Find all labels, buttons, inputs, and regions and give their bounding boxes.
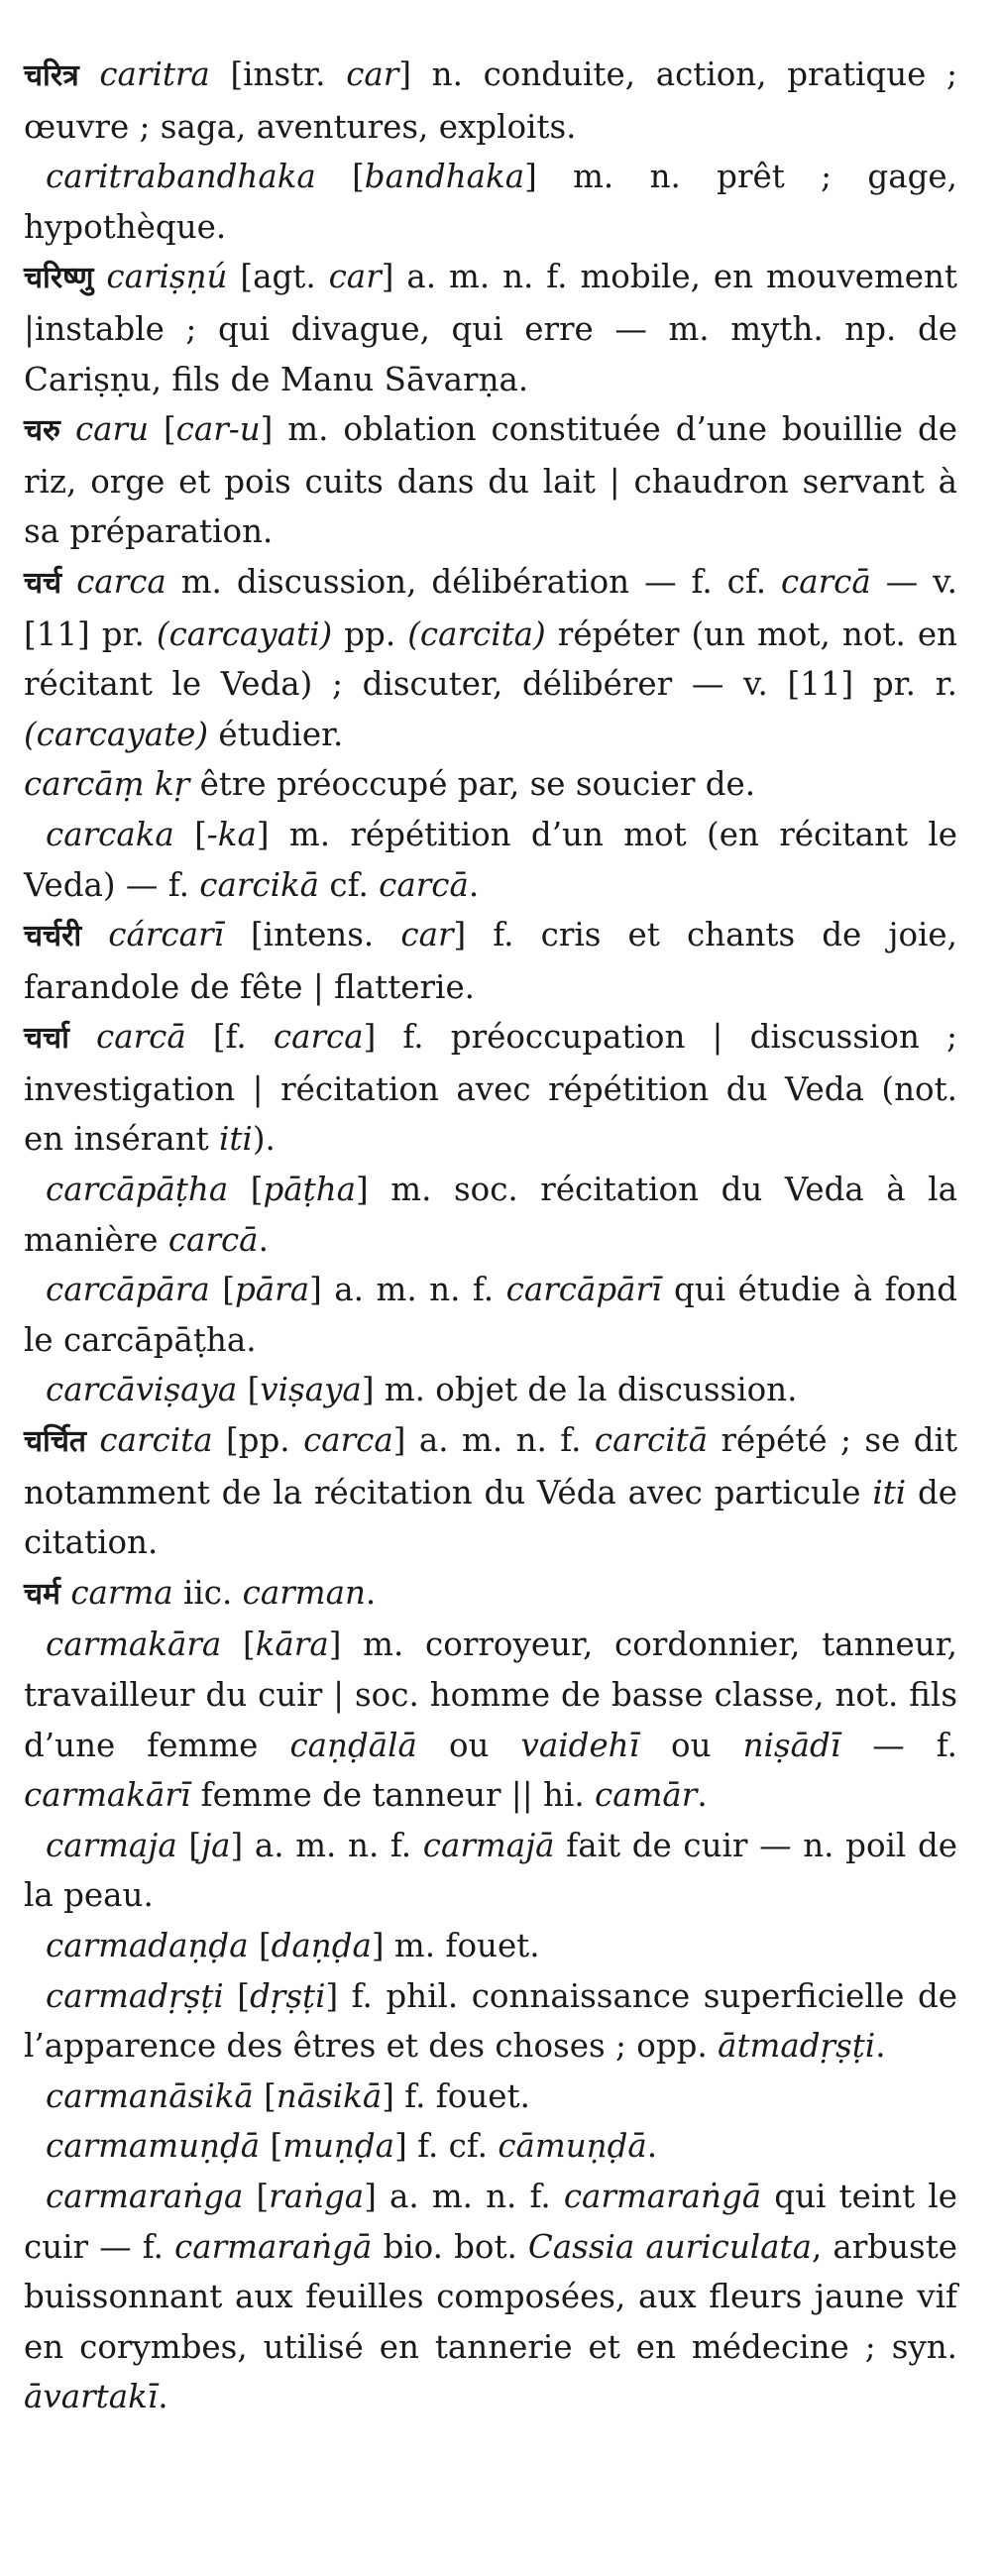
italic-term: carcāpāra	[46, 1271, 210, 1309]
entry-text: répéter (un mot, not. en récitant le Veda) ; discuter, délibérer — v. [11] pr. r.	[24, 615, 957, 704]
italic-term: caritra	[99, 56, 210, 93]
italic-term: dṛṣṭi	[249, 1976, 326, 2015]
sub-entry	[24, 759, 957, 810]
entry-text	[61, 563, 76, 601]
italic-term: car	[400, 916, 454, 954]
entry-text: .	[158, 2378, 168, 2416]
devanagari-headword: चरित्र	[24, 58, 79, 93]
entry-text: qui étudie à fond le carcāpāṭha.	[24, 1271, 958, 1359]
italic-term: carcā	[96, 1018, 186, 1057]
sub-entry	[24, 152, 957, 252]
headword-entry	[24, 1012, 957, 1165]
entry-text: ou	[416, 1726, 521, 1764]
entry-text: ] f. préoccupation | discussion ; investigation | récitation avec répétition du Veda (not. en insérant	[24, 1018, 957, 1159]
entry-text: de citation.	[24, 1473, 958, 1562]
entry-text	[79, 56, 100, 93]
entry-text: ] a. m. n. f.	[309, 1271, 506, 1309]
italic-term: carca	[76, 562, 166, 601]
entry-text	[81, 916, 108, 953]
italic-term: carcaka	[46, 815, 174, 853]
italic-term: carcāpārī	[505, 1271, 662, 1309]
italic-term: carmajā	[422, 1826, 555, 1864]
entry-text	[86, 1421, 99, 1459]
entry-text: .	[365, 1573, 377, 1612]
devanagari-headword: चर्च	[24, 565, 62, 601]
italic-term: carmadṛṣṭi	[46, 1976, 224, 2015]
entry-text: .	[646, 2127, 658, 2166]
italic-term: camār	[595, 1776, 698, 1815]
entry-text: [	[243, 2177, 270, 2215]
entry-text: [	[149, 410, 176, 449]
italic-term: carman	[242, 1573, 366, 1612]
entry-text: ] m. n. prêt ; gage, hypothèque.	[24, 158, 957, 246]
entry-text: ] f. fouet.	[382, 2076, 530, 2115]
entry-text: [	[248, 1926, 272, 1964]
sub-entry	[24, 1620, 957, 1820]
italic-term: muṇḍa	[282, 2127, 395, 2166]
entry-text: ] f. phil. connaissance superficielle de l’apparence des êtres et des choses ; opp.	[24, 1976, 957, 2066]
italic-term: cárcarī	[108, 916, 224, 954]
italic-term: car	[346, 56, 399, 93]
italic-term: viṣaya	[260, 1371, 362, 1409]
italic-term: Cassia auriculata	[527, 2227, 812, 2266]
entry-text: [	[253, 2076, 277, 2115]
entry-text: m. discussion, délibération — f. cf.	[166, 562, 782, 601]
entry-text: pp.	[332, 615, 408, 653]
entry-text	[60, 410, 75, 448]
sub-entry	[24, 2172, 957, 2422]
italic-term: iti	[872, 1473, 907, 1512]
entry-text: .	[697, 1776, 708, 1815]
headword-entry	[24, 1415, 957, 1568]
entry-text: [	[228, 1171, 264, 1209]
headword-entry	[24, 1568, 957, 1621]
italic-term: āvartakī	[24, 2378, 159, 2416]
italic-term: carcitā	[594, 1421, 709, 1460]
entry-text: ] a. m. n. f.	[392, 1421, 595, 1460]
entry-text: [intens.	[223, 916, 401, 954]
italic-term: pāra	[235, 1271, 310, 1309]
italic-term: carcikā	[199, 865, 320, 904]
italic-term: carmaraṅgā	[174, 2227, 373, 2266]
entry-text: femme de tanneur || hi.	[190, 1776, 596, 1815]
devanagari-headword: चरिष्णु	[24, 261, 94, 296]
italic-term: carcā	[167, 1220, 259, 1259]
italic-term: carcāpāṭha	[46, 1171, 229, 1209]
entry-text: , arbuste buissonnant aux feuilles composées, aux fleurs jaune vif en corymbes, utilisé en tannerie et en médecine ; syn.	[24, 2227, 958, 2366]
entry-text: ] m. oblation constituée d’une bouillie de riz, orge et pois cuits dans du lait | chaudron servant à sa préparation.	[24, 410, 957, 551]
entry-text: — f.	[840, 1726, 957, 1764]
entry-text: répété ; se dit notamment de la récitation du Véda avec particule	[24, 1421, 958, 1512]
sub-entry	[24, 810, 957, 910]
entry-text: [	[221, 1625, 256, 1664]
entry-text: .	[468, 865, 480, 904]
entry-text	[93, 258, 106, 295]
italic-term: niṣādī	[742, 1726, 841, 1764]
entry-text: cf.	[319, 865, 380, 904]
italic-term: ātmadṛṣṭi	[718, 2027, 876, 2066]
sub-entry	[24, 1971, 957, 2072]
italic-term: carmaraṅga	[46, 2177, 244, 2215]
italic-term: carmakārī	[24, 1776, 191, 1815]
italic-term: (carcita)	[407, 615, 546, 653]
italic-term: -ka	[206, 815, 257, 853]
italic-term: caru	[74, 410, 149, 449]
italic-term: car	[328, 258, 382, 296]
headword-entry	[24, 50, 957, 152]
devanagari-headword: चर्चा	[24, 1021, 69, 1057]
entry-text: ] a. m. n. f. mobile, en mouvement |instable ; qui divague, qui erre — m. myth. np. de Cariṣṇu, fils de Manu Sāvarṇa.	[24, 258, 957, 398]
entry-text: .	[875, 2027, 886, 2066]
entry-text: [pp.	[212, 1421, 304, 1460]
entry-text: [	[209, 1271, 235, 1309]
entry-text: ] n. conduite, action, pratique ; œuvre ; saga, aventures, exploits.	[24, 56, 957, 146]
italic-term: carmadaṇḍa	[46, 1926, 249, 1964]
entry-text: iic.	[172, 1573, 243, 1612]
headword-entry	[24, 252, 957, 404]
entry-text: ).	[252, 1120, 276, 1159]
entry-text: bio. bot.	[372, 2227, 528, 2266]
italic-term: bandhaka	[364, 158, 525, 196]
entry-text: — v. [11] pr.	[24, 562, 957, 653]
sub-entry	[24, 1921, 957, 1971]
italic-term: pāṭha	[263, 1171, 357, 1209]
italic-term: kāra	[255, 1625, 329, 1664]
italic-term: carmakāra	[46, 1625, 222, 1664]
italic-term: raṅga	[269, 2177, 365, 2215]
entry-text: [instr.	[209, 56, 347, 93]
italic-term: nāsikā	[276, 2076, 383, 2115]
italic-term: vaidehī	[520, 1726, 640, 1764]
italic-term: carma	[70, 1573, 173, 1612]
entry-text: ] m. objet de la discussion.	[361, 1371, 798, 1409]
italic-term: carcā	[379, 865, 469, 904]
devanagari-headword: चर्म	[24, 1576, 60, 1612]
italic-term: carmamuṇḍā	[46, 2127, 261, 2166]
entry-text: [	[176, 1826, 202, 1864]
entry-text: [	[223, 1976, 250, 2015]
sub-entry	[24, 1165, 957, 1265]
entry-text: ] m. soc. récitation du Veda à la manière	[24, 1171, 957, 1259]
italic-term: cāmuṇḍā	[498, 2127, 647, 2166]
entry-text: [f.	[185, 1018, 274, 1057]
italic-term: carmaraṅgā	[563, 2177, 762, 2215]
italic-term: ja	[201, 1826, 231, 1864]
entry-text: [	[237, 1371, 261, 1409]
entry-text: [	[173, 815, 207, 853]
devanagari-headword: चरु	[24, 413, 60, 449]
italic-term: carcāṃ kṛ	[24, 765, 190, 804]
entry-text: ] a. m. n. f.	[230, 1826, 423, 1864]
entry-text: ] m. répétition d’un mot (en récitant le Veda) — f.	[24, 815, 957, 904]
entry-text: [	[315, 158, 365, 196]
entry-text: étudier.	[208, 715, 344, 753]
entry-text	[69, 1018, 96, 1056]
sub-entry	[24, 1821, 957, 1921]
entry-text: ] m. fouet.	[371, 1926, 540, 1964]
sub-entry	[24, 1365, 957, 1415]
sub-entry	[24, 2072, 957, 2122]
entry-text: [agt.	[227, 258, 329, 296]
italic-term: carca	[273, 1018, 364, 1057]
italic-term: carmanāsikā	[46, 2076, 254, 2115]
italic-term: car-u	[175, 410, 261, 449]
sub-entry	[24, 2121, 957, 2172]
italic-term: daṇḍa	[271, 1926, 372, 1964]
entry-text	[60, 1574, 70, 1612]
sub-entry	[24, 1265, 957, 1365]
italic-term: caṇḍālā	[289, 1726, 417, 1764]
italic-term: (carcayate)	[24, 715, 209, 753]
italic-term: carcāviṣaya	[46, 1371, 238, 1409]
entry-text: .	[258, 1220, 269, 1259]
italic-term: carcā	[781, 562, 871, 601]
entry-text: qui teint le cuir — f.	[24, 2177, 957, 2266]
devanagari-headword: चर्चित	[24, 1424, 86, 1460]
entry-text: ] f. cf.	[394, 2127, 499, 2166]
italic-term: iti	[218, 1120, 253, 1159]
devanagari-headword: चर्चरी	[24, 919, 82, 954]
entry-text: être préoccupé par, se soucier de.	[189, 765, 756, 804]
entry-text: [	[260, 2127, 283, 2166]
italic-term: carcita	[99, 1421, 213, 1460]
italic-term: carca	[303, 1421, 393, 1460]
italic-term: carmaja	[46, 1826, 177, 1864]
entry-text: ] a. m. n. f.	[364, 2177, 564, 2215]
headword-entry	[24, 910, 957, 1012]
entry-text: fait de cuir — n. poil de la peau.	[24, 1826, 957, 1915]
italic-term: cariṣṇú	[106, 258, 228, 296]
headword-entry	[24, 557, 957, 759]
headword-entry	[24, 404, 957, 557]
italic-term: (carcayati)	[156, 615, 333, 653]
entry-text: ] m. corroyeur, cordonnier, tanneur, travailleur du cuir | soc. homme de basse classe, not. fils d’une femme	[24, 1625, 957, 1764]
entry-text: ] f. cris et chants de joie, farandole de fête | flatterie.	[24, 916, 957, 1006]
italic-term: caritrabandhaka	[46, 158, 316, 196]
entry-text: ou	[639, 1726, 743, 1764]
